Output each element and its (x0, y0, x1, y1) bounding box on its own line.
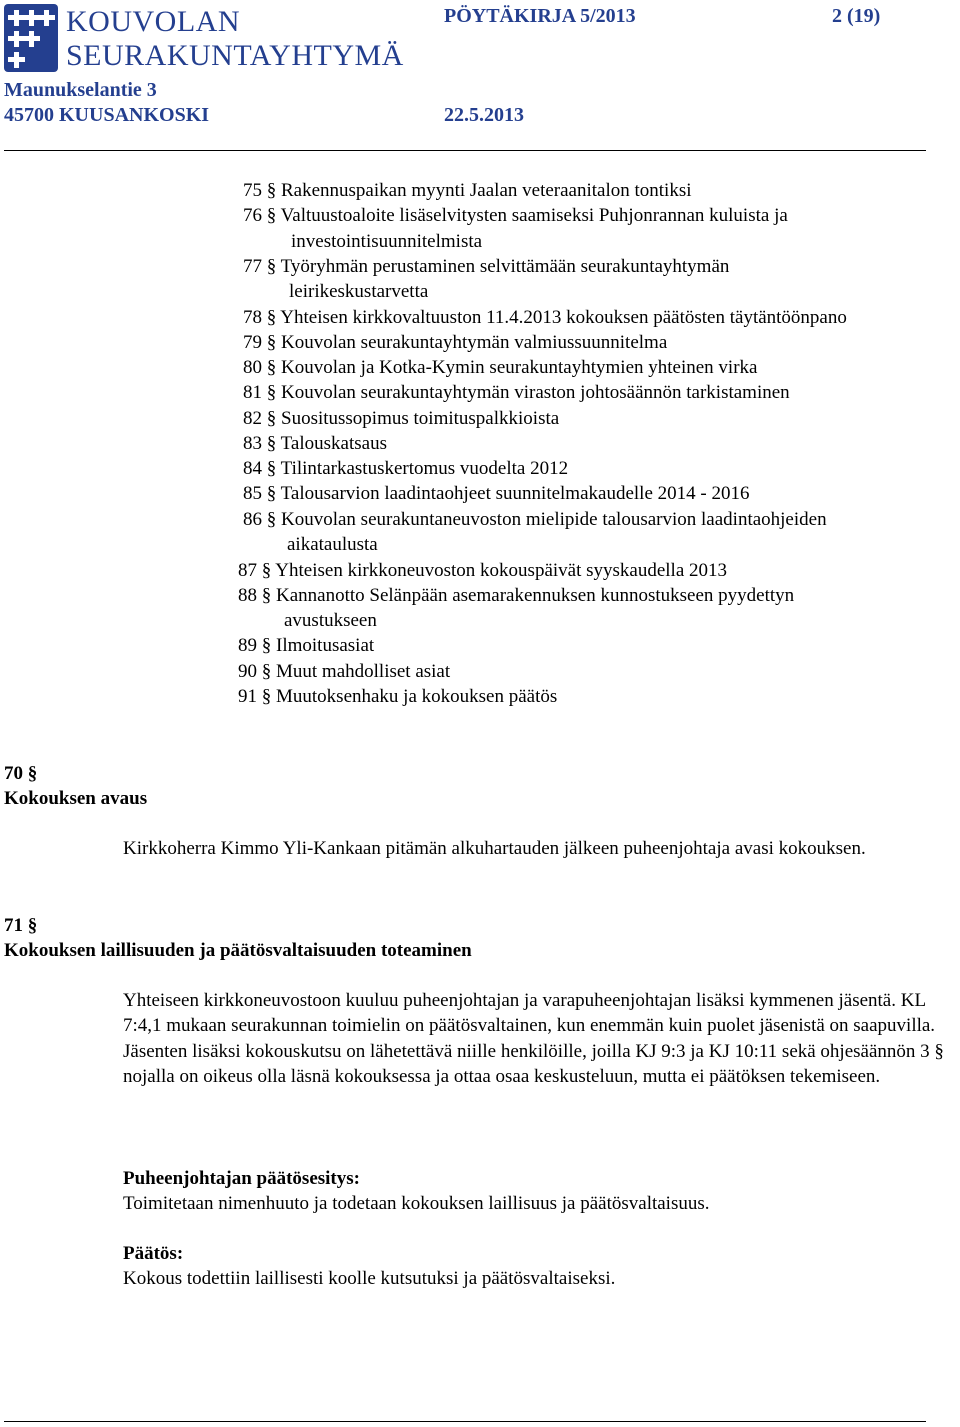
agenda-item-76: 76 § Valtuustoaloite lisäselvitysten saamiseksi Puhjonrannan kuluista ja (243, 205, 788, 226)
agenda-item-80: 80 § Kouvolan ja Kotka-Kymin seurakuntayhtymien yhteinen virka (243, 357, 758, 378)
decision-label: Päätös: (123, 1243, 184, 1264)
agenda-item-88-cont: avustukseen (284, 610, 377, 631)
section-71-paragraph-2: Jäsenten lisäksi kokouskutsu on lähetettävä niille henkilöille, joilla KJ 9:3 ja KJ 10:11 sekä ohjesäännön 3 § nojalla on oikeus olla läsnä kokouksessa ja ottaa osaa keskusteluun, mutta ei päätöksen tekemiseen. (123, 1040, 944, 1087)
agenda-item-87: 87 § Yhteisen kirkkoneuvoston kokouspäivät syyskaudella 2013 (238, 560, 728, 581)
agenda-item-77: 77 § Työryhmän perustaminen selvittämään seurakuntayhtymän (243, 256, 730, 277)
decision-text: Kokous todettiin laillisesti koolle kutsutuksi ja päätösvaltaiseksi. (123, 1268, 616, 1290)
agenda-item-81: 81 § Kouvolan seurakuntayhtymän viraston johtosäännön tarkistaminen (243, 382, 790, 403)
agenda-item-86: 86 § Kouvolan seurakuntaneuvoston mielipide talousarvion laadintaohjeiden (243, 509, 827, 530)
agenda-item-76-cont: investointisuunnitelmista (291, 231, 483, 252)
agenda-item-79: 79 § Kouvolan seurakuntayhtymän valmiussuunnitelma (243, 332, 668, 353)
org-name-line1: KOUVOLAN (66, 5, 240, 38)
section-70-title: Kokouksen avaus (4, 788, 148, 809)
org-name-line2: SEURAKUNTAYHTYMÄ (66, 39, 404, 72)
agenda-item-86-cont: aikataulusta (287, 534, 378, 555)
agenda-item-77-cont: leirikeskustarvetta (289, 281, 429, 302)
section-70-number: 70 § (4, 763, 38, 784)
document-title: PÖYTÄKIRJA 5/2013 (444, 5, 636, 27)
proposal-text: Toimitetaan nimenhuuto ja todetaan kokouksen laillisuus ja päätösvaltaisuus. (123, 1193, 710, 1215)
agenda-item-82: 82 § Suositussopimus toimituspalkkioista (243, 408, 560, 429)
decision-block (123, 1241, 960, 1292)
agenda-item-78: 78 § Yhteisen kirkkovaltuuston 11.4.2013 kokouksen päätösten täytäntöönpano (243, 307, 847, 328)
agenda-item-89: 89 § Ilmoitusasiat (238, 635, 375, 656)
address-street: Maunukselantie 3 (4, 79, 157, 101)
section-71-number: 71 § (4, 915, 38, 936)
agenda-item-91: 91 § Muutoksenhaku ja kokouksen päätös (238, 686, 558, 707)
footer-divider (4, 1421, 926, 1422)
header-divider (4, 150, 926, 151)
page-number: 2 (19) (832, 5, 881, 27)
section-71-text (123, 988, 960, 1089)
address-city: 45700 KUUSANKOSKI (4, 104, 210, 126)
agenda-item-90: 90 § Muut mahdolliset asiat (238, 661, 451, 682)
agenda-item-88: 88 § Kannanotto Selänpään asemarakennuksen kunnostukseen pyydettyn (238, 585, 795, 606)
proposal-label: Puheenjohtajan päätösesitys: (123, 1168, 360, 1189)
section-71-title: Kokouksen laillisuuden ja päätösvaltaisuuden toteaminen (4, 940, 472, 961)
section-71-paragraph-1: Yhteiseen kirkkoneuvostoon kuuluu puheenjohtajan ja varapuheenjohtajan lisäksi kymmenen jäsentä. KL 7:4,1 mukaan seurakunnan toimielin on päätösvaltainen, kun enemmän kuin puolet jäsenistä on saapuvilla. (123, 990, 936, 1037)
proposal-block (123, 1166, 960, 1217)
agenda-item-84: 84 § Tilintarkastuskertomus vuodelta 2012 (243, 458, 569, 479)
document-date: 22.5.2013 (444, 104, 524, 126)
agenda-item-75: 75 § Rakennuspaikan myynti Jaalan veteraanitalon tontiksi (243, 180, 692, 201)
agenda-item-83: 83 § Talouskatsaus (243, 433, 387, 454)
agenda-item-85: 85 § Talousarvion laadintaohjeet suunnitelmakaudelle 2014 - 2016 (243, 483, 750, 504)
section-70-text (123, 836, 960, 861)
section-70-paragraph: Kirkkoherra Kimmo Yli-Kankaan pitämän alkuhartauden jälkeen puheenjohtaja avasi kokouksen. (123, 838, 866, 859)
crosses-logo-icon (4, 4, 58, 72)
